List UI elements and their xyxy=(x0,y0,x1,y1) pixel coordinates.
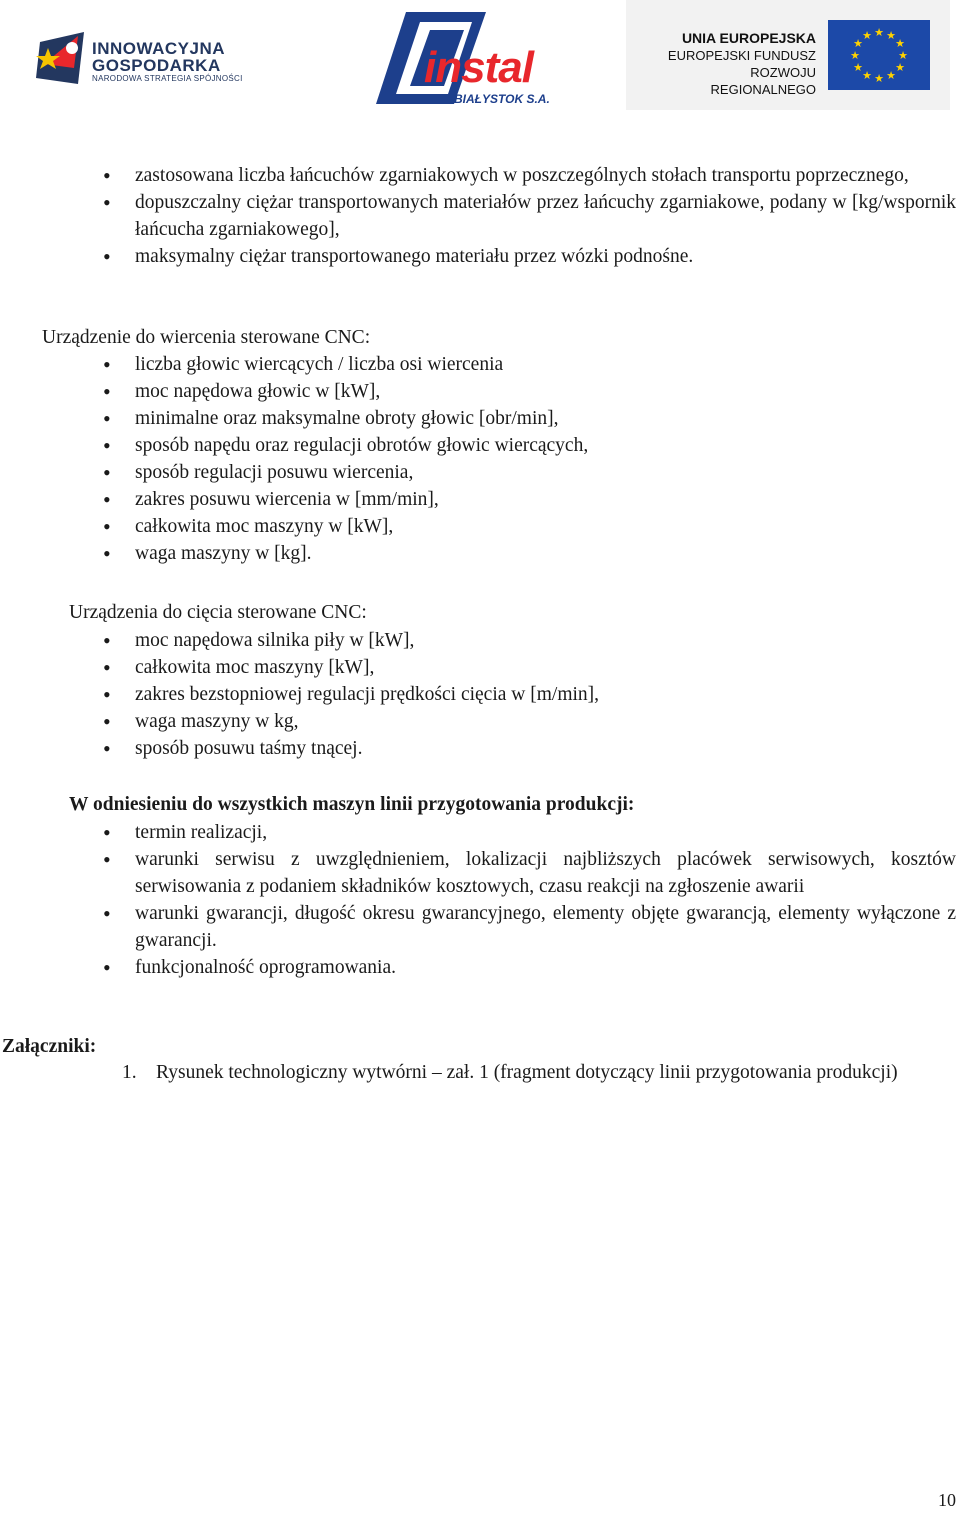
cutting-section xyxy=(0,627,960,762)
svg-text:★: ★ xyxy=(853,61,863,74)
list-item: • sposób posuwu taśmy tnącej. xyxy=(0,735,960,762)
svg-text:★: ★ xyxy=(898,49,908,62)
list-item: • minimalne oraz maksymalne obroty głowic [obr/min], xyxy=(0,405,960,432)
eu-flag-icon xyxy=(828,20,930,90)
svg-text:★: ★ xyxy=(862,69,872,82)
list-item: • całkowita moc maszyny w [kW], xyxy=(0,513,960,540)
svg-text:★: ★ xyxy=(895,61,905,74)
svg-text:★: ★ xyxy=(886,29,896,42)
list-item: • warunki gwarancji, długość okresu gwarancyjnego, elementy objęte gwarancją, elementy wyłączone z gwarancji. xyxy=(0,900,960,954)
svg-text:★: ★ xyxy=(886,69,896,82)
attachment-text: Rysunek technologiczny wytwórni – zał. 1 (fragment dotyczący linii przygotowania produkcji) xyxy=(156,1062,898,1083)
instal-logo xyxy=(376,8,566,108)
cutting-list xyxy=(0,627,960,762)
list-item: • waga maszyny w [kg]. xyxy=(0,540,960,567)
attachments-heading: Załączniki: xyxy=(2,1036,97,1057)
list-item: • zakres posuwu wiercenia w [mm/min], xyxy=(0,486,960,513)
transport-section xyxy=(0,162,960,270)
list-item: • termin realizacji, xyxy=(0,819,960,846)
svg-text:★: ★ xyxy=(874,26,884,39)
attachment-number: 1. xyxy=(122,1062,137,1083)
star-flag-icon xyxy=(34,28,90,88)
eu-line3: ROZWOJU REGIONALNEGO xyxy=(710,65,816,97)
drilling-heading: Urządzenie do wiercenia sterowane CNC: xyxy=(42,327,371,348)
svg-text:★: ★ xyxy=(862,29,872,42)
all-machines-heading: W odniesieniu do wszystkich maszyn linii przygotowania produkcji: xyxy=(69,794,635,815)
eu-line2: EUROPEJSKI FUNDUSZ xyxy=(667,48,816,63)
list-item: • moc napędowa silnika piły w [kW], xyxy=(0,627,960,654)
eu-logo xyxy=(626,0,950,110)
transport-list xyxy=(0,162,960,270)
instal-brand-text: instal xyxy=(424,43,533,92)
list-item: • waga maszyny w kg, xyxy=(0,708,960,735)
drilling-section xyxy=(0,351,960,567)
list-item: • warunki serwisu z uwzględnieniem, lokalizacji najbliższych placówek serwisowych, kosztów serwisowania z podaniem składników kosztowych, czasu reakcji na zgłoszenie awarii xyxy=(0,846,960,900)
list-item: • moc napędowa głowic w [kW], xyxy=(0,378,960,405)
logo-left-line2: GOSPODARKA xyxy=(92,56,221,75)
list-item: • całkowita moc maszyny [kW], xyxy=(0,654,960,681)
svg-text:★: ★ xyxy=(874,72,884,85)
page-number: 10 xyxy=(938,1490,956,1510)
list-item: • dopuszczalny ciężar transportowanych materiałów przez łańcuchy zgarniakowe, podany w [kg/wspornik łańcucha zgarniakowego], xyxy=(0,189,960,243)
svg-text:★: ★ xyxy=(853,37,863,50)
list-item: • liczba głowic wiercących / liczba osi wiercenia xyxy=(0,351,960,378)
innowacyjna-gospodarka-logo xyxy=(34,28,249,88)
list-item: • sposób regulacji posuwu wiercenia, xyxy=(0,459,960,486)
eu-line1: UNIA EUROPEJSKA xyxy=(681,30,816,46)
drilling-list xyxy=(0,351,960,567)
logo-left-line3: NARODOWA STRATEGIA SPÓJNOŚCI xyxy=(92,74,243,83)
svg-text:★: ★ xyxy=(850,49,860,62)
all-machines-section xyxy=(0,819,960,981)
list-item: • maksymalny ciężar transportowanego materiału przez wózki podnośne. xyxy=(0,243,960,270)
list-item: • funkcjonalność oprogramowania. xyxy=(0,954,960,981)
instal-sub-text: BIAŁYSTOK S.A. xyxy=(454,92,550,106)
svg-text:★: ★ xyxy=(895,37,905,50)
logo-left-line1: INNOWACYJNA xyxy=(92,39,226,58)
list-item: • sposób napędu oraz regulacji obrotów głowic wiercących, xyxy=(0,432,960,459)
list-item: • zakres bezstopniowej regulacji prędkości cięcia w [m/min], xyxy=(0,681,960,708)
cutting-heading: Urządzenia do cięcia sterowane CNC: xyxy=(69,602,367,623)
list-item: • zastosowana liczba łańcuchów zgarniakowych w poszczególnych stołach transportu poprzecznego, xyxy=(0,162,960,189)
all-machines-list xyxy=(0,819,960,981)
